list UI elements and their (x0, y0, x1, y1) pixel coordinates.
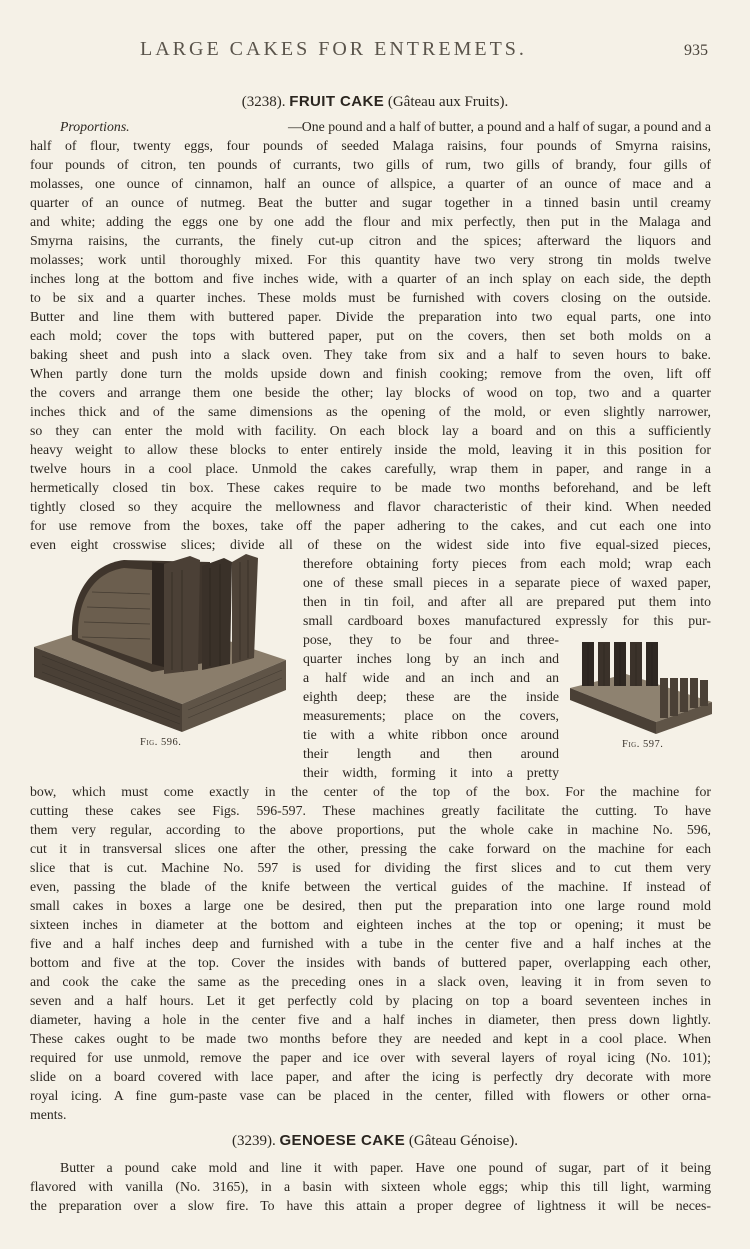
text-line: inches long at the bottom and five inches wide, with a quarter of an inch splay on each side, the depth (30, 271, 711, 286)
text-line: tie with a white ribbon once around (303, 727, 559, 742)
text-line: them very regular, according to the above proportions, put the whole cake in machine No. 596, (30, 822, 711, 837)
text-line: twelve hours in a cool place. Unmold the cakes carefully, wrap them in paper, and range in a (30, 461, 711, 476)
text-line: measurements; place on the covers, (303, 708, 559, 723)
text-line: slide on a board covered with lace paper, and after the icing is perfectly dry decorate with more (30, 1069, 711, 1084)
recipe-name: FRUIT CAKE (289, 93, 385, 110)
figure-596-caption: Fig. 596. (140, 737, 182, 748)
text-line: cutting these cakes see Figs. 596-597. These machines greatly facilitate the cutting. To have (30, 803, 711, 818)
text-line: heavy weight to allow these blocks to enter entirely inside the mold, leaving it in this position for (30, 442, 711, 457)
text-line: to be six and a quarter inches. These molds must be furnished with covers closing on the outside. (30, 290, 711, 305)
text-line: Butter and line them with buttered paper. Divide the preparation into two equal parts, one into (30, 309, 711, 324)
recipe-title-3238 (0, 93, 750, 111)
text-line: ments. (30, 1107, 67, 1122)
text-line: flavored with vanilla (No. 3165), in a basin with sixteen whole eggs; whip this till light, warming (30, 1179, 711, 1194)
text-line: quarter inches long by an inch and (303, 651, 559, 666)
text-line: eighth deep; these are the inside (303, 689, 559, 704)
text-line: sixteen inches in diameter at the bottom and eighteen inches at the top or opening; it must be (30, 917, 711, 932)
text-line: a half wide and an inch and an (303, 670, 559, 685)
text-line: tightly closed so they acquire the mellowness and flavor characteristic of their kind. When needed (30, 499, 711, 514)
text-line: diameter, having a hole in the center five and a half inches in diameter, then press down lightly. (30, 1012, 711, 1027)
recipe-title-3239 (0, 1132, 750, 1150)
text-line: hermetically closed tin box. These cakes require to be made two months beforehand, and be left (30, 480, 711, 495)
recipe-name: GENOESE CAKE (279, 1132, 406, 1149)
running-header (0, 38, 750, 68)
text-line: slice that is cut. Machine No. 597 is used for dividing the first slices and to cut them very (30, 860, 711, 875)
text-line: each mold; cover the tops with buttered paper, put on the covers, then set both molds on a (30, 328, 711, 343)
text-line: bow, which must come exactly in the center of the top of the box. For the machine for (30, 784, 711, 799)
text-line: then in tin foil, and after all are prepared put them into (303, 594, 711, 609)
text-line: for use remove from the boxes, take off the paper adhering to the cakes, and cut each one into (30, 518, 711, 533)
text-line: and white; adding the eggs one by one add the flour and mix perfectly, then put in the Malaga and (30, 214, 711, 229)
text-line: one of these small pieces in a separate piece of waxed paper, (303, 575, 711, 590)
text-line: their length and then around (303, 746, 559, 761)
figure-597-caption: Fig. 597. (622, 739, 664, 750)
proportions-lead: Proportions. (60, 119, 130, 134)
figure-596-cake-cutting-machine (32, 552, 288, 734)
text-line: half of flour, twenty eggs, four pounds of seeded Malaga raisins, four pounds of Smyrna raisins, (30, 138, 711, 153)
text-line: cut it in transversal slices one after the other, pressing the cake forward on the machine for each (30, 841, 711, 856)
recipe-french-name: (Gâteau aux Fruits). (387, 94, 509, 110)
page-number: 935 (684, 42, 708, 59)
text-line: seven and a half hours. Let it get perfectly cold by placing on top a board seventeen inches in (30, 993, 711, 1008)
text-line: so they can enter the mold with facility. On each block lay a board and on this a sufficiently (30, 423, 711, 438)
text-line: even eight crosswise slices; divide all of these on the widest side into five equal-sized pieces, (30, 537, 711, 552)
text-line: Butter a pound cake mold and line it with paper. Have one pound of sugar, part of it being (60, 1160, 711, 1175)
text-line: pose, they to be four and three- (303, 632, 559, 647)
text-line: their width, forming it into a pretty (303, 765, 559, 780)
running-title: LARGE CAKES FOR ENTREMETS. (140, 38, 527, 60)
text-line: These cakes ought to be made two months before they are needed and kept in a cool place. When (30, 1031, 711, 1046)
text-line: When partly done turn the molds upside down and finish cooking; remove from the oven, lift off (30, 366, 711, 381)
text-line: baking sheet and push into a slack oven. They take from six and a half to seven hours to bake. (30, 347, 711, 362)
recipe-number: (3239). (231, 1133, 276, 1149)
figure-597-slice-dividing-machine (568, 640, 714, 736)
text-line: molasses; work until thoroughly mixed. For this quantity have two very strong tin molds twelve (30, 252, 711, 267)
text-line: the covers and arrange them one beside the other; lay blocks of wood on top, two and a quarter (30, 385, 711, 400)
text-line: four pounds of citron, ten pounds of currants, two gills of rum, two gills of brandy, four gills of (30, 157, 711, 172)
text-line: Smyrna raisins, the currants, the finely cut-up citron and the spices; afterward the liquors and (30, 233, 711, 248)
text-line: molasses, one ounce of cinnamon, half an ounce of allspice, a quarter of an ounce of mace and a (30, 176, 711, 191)
text-line: the preparation over a slow fire. To have this attain a proper degree of lightness it will be neces- (30, 1198, 711, 1213)
text-line: quarter of an ounce of nutmeg. Beat the butter and sugar together in a tinned basin until creamy (30, 195, 711, 210)
text-line: inches thick and of the same dimensions as the opening of the mold, or even slightly narrower, (30, 404, 711, 419)
text-line: required for use unmold, remove the paper and ice over with several layers of royal icing (No. 101); (30, 1050, 711, 1065)
first-line (60, 117, 711, 136)
text-line: five and a half inches deep and furnished with a tube in the center five and a half inches at the (30, 936, 711, 951)
text-line: and cook the cake the same as the preceding ones in a slack oven, leaving it in from seven to (30, 974, 711, 989)
text-line: therefore obtaining forty pieces from each mold; wrap each (303, 556, 711, 571)
recipe-french-name: (Gâteau Génoise). (408, 1133, 519, 1149)
text-line: small cakes in boxes a large one be desired, then put the preparation into one large round mold (30, 898, 711, 913)
recipe-number: (3238). (241, 94, 286, 110)
text-line: small cardboard boxes manufactured expressly for this pur- (303, 613, 711, 628)
text-line: even, passing the blade of the knife between the vertical guides of the machine. If instead of (30, 879, 711, 894)
text-line: royal icing. A fine gum-paste vase can be placed in the center, filled with flowers or other orna- (30, 1088, 711, 1103)
text-line: bottom and five at the top. Cover the insides with bands of buttered paper, overlapping each other, (30, 955, 711, 970)
text-line: —One pound and a half of butter, a pound and a half of sugar, a pound and a (287, 119, 711, 134)
